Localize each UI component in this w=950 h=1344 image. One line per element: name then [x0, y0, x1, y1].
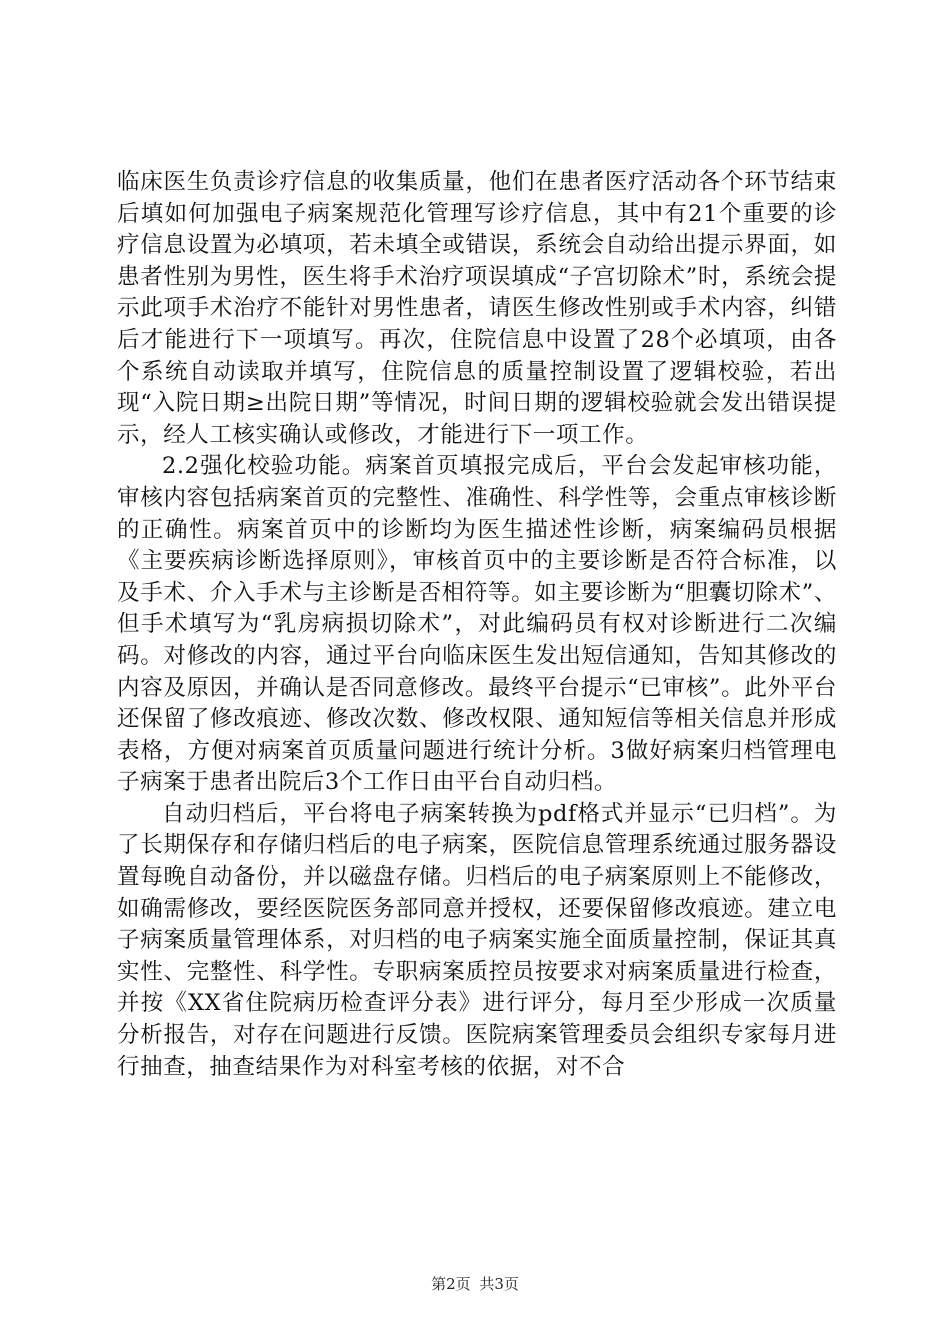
page-total: 共3页 [479, 1275, 519, 1293]
page-number: 第2页 [431, 1275, 471, 1293]
paragraph-3: 自动归档后，平台将电子病案转换为pdf格式并显示“已归档”。为了长期保存和存储归档后的电子病案，医院信息管理系统通过服务器设置每晚自动备份，并以磁盘存储。归档后的电子病案原则上不能修改，如确需修改，要经医院医务部同意并授权，还要保留修改痕迹。建立电子病案质量管理体系，对归档的电子病案实施全面质量控制，保证其真实性、完整性、科学性。专职病案质控员按要求对病案质量进行检查，并按《XX省住院病历检查评分表》进行评分，每月至少形成一次质量分析报告，对存在问题进行反馈。医院病案管理委员会组织专家每月进行抽查，抽查结果作为对科室考核的依据，对不合 [117, 800, 837, 1080]
paragraph-2: 2.2强化校验功能。病案首页填报完成后，平台会发起审核功能，审核内容包括病案首页的完整性、准确性、科学性等，会重点审核诊断的正确性。病案首页中的诊断均为医生描述性诊断，病案编码员根据《主要疾病诊断选择原则》，审核首页中的主要诊断是否符合标准，以及手术、介入手术与主诊断是否相符等。如主要诊断为“胆囊切除术”、但手术填写为“乳房病损切除术”，对此编码员有权对诊断进行二次编码。对修改的内容，通过平台向临床医生发出短信通知，告知其修改的内容及原因，并确认是否同意修改。最终平台提示“已审核”。此外平台还保留了修改痕迹、修改次数、修改权限、通知短信等相关信息并形成表格，方便对病案首页质量问题进行统计分析。3做好病案归档管理电子病案于患者出院后3个工作日由平台自动归档。 [117, 453, 837, 796]
document-body [117, 167, 837, 1083]
paragraph-1: 临床医生负责诊疗信息的收集质量，他们在患者医疗活动各个环节结束后填如何加强电子病案规范化管理写诊疗信息，其中有21个重要的诊疗信息设置为必填项，若未填全或错误，系统会自动给出提示界面，如患者性别为男性，医生将手术治疗项误填成“子宫切除术”时，系统会提示此项手术治疗不能针对男性患者，请医生修改性别或手术内容，纠错后才能进行下一项填写。再次，住院信息中设置了28个必填项，由各个系统自动读取并填写，住院信息的质量控制设置了逻辑校验，若出现“入院日期≥出院日期”等情况，时间日期的逻辑校验就会发出错误提示，经人工核实确认或修改，才能进行下一项工作。 [117, 169, 837, 448]
page-footer [0, 1273, 950, 1294]
